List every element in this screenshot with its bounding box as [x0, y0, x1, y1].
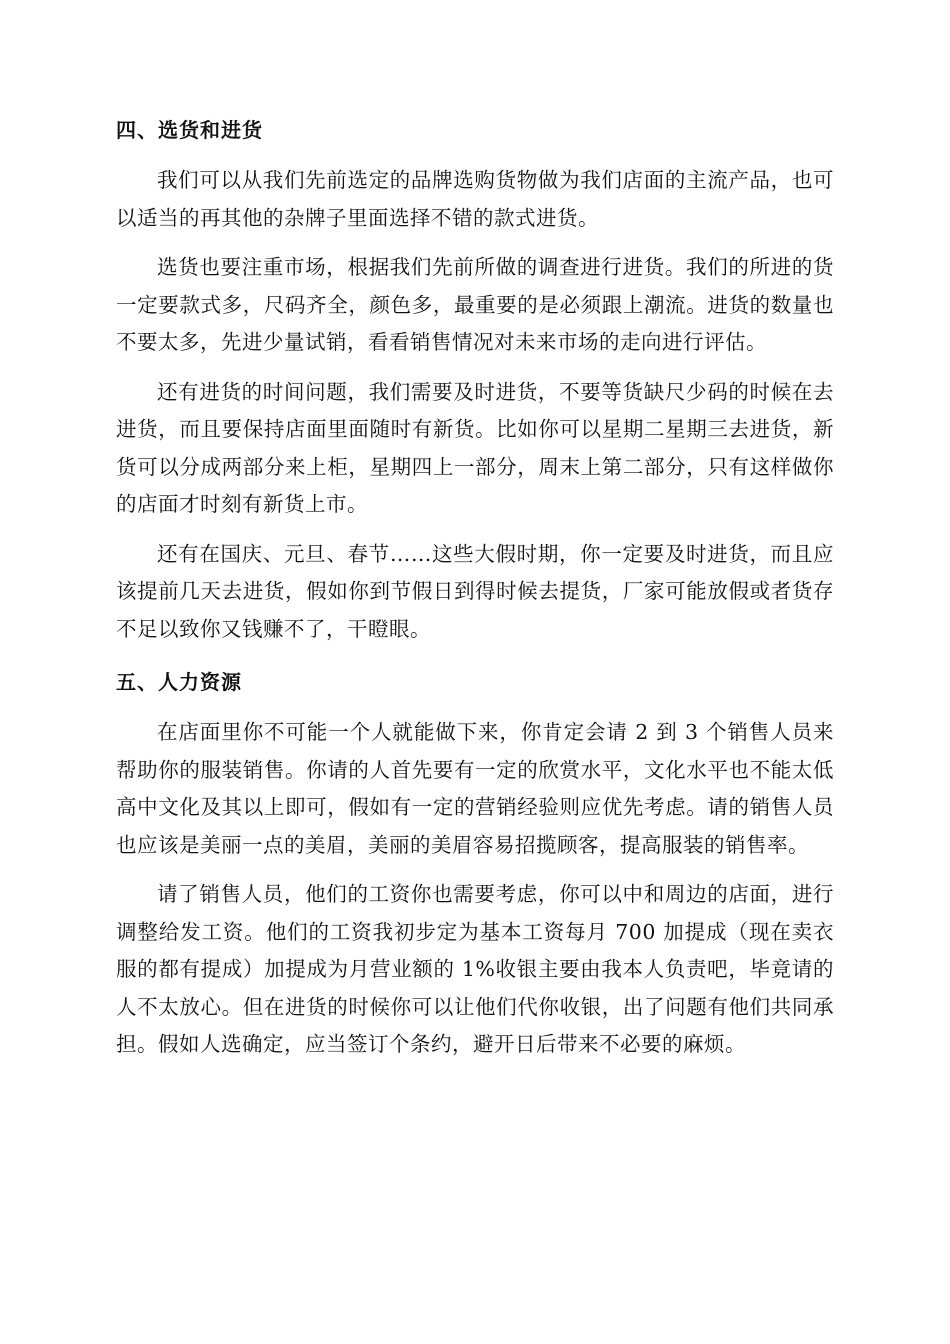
section-heading-stock-selection: 四、选货和进货	[116, 118, 263, 142]
paragraph: 还有进货的时间问题，我们需要及时进货，不要等货缺尺少码的时候在去进货，而且要保持店面里面随时有新货。比如你可以星期二星期三去进货，新货可以分成两部分来上柜，星期四上一部分，周末上第二部分，只有这样做你的店面才时刻有新货上市。	[116, 379, 834, 516]
paragraph: 选货也要注重市场，根据我们先前所做的调查进行进货。我们的所进的货一定要款式多，尺码齐全，颜色多，最重要的是必须跟上潮流。进货的数量也不要太多，先进少量试销，看看销售情况对未来市场的走向进行评估。	[116, 255, 834, 354]
paragraph: 在店面里你不可能一个人就能做下来，你肯定会请 2 到 3 个销售人员来帮助你的服装销售。你请的人首先要有一定的欣赏水平，文化水平也不能太低高中文化及其以上即可，假如有一定的营销经验则应优先考虑。请的销售人员也应该是美丽一点的美眉，美丽的美眉容易招揽顾客，提高服装的销售率。	[116, 720, 834, 857]
document-body	[116, 112, 834, 1076]
section-heading-human-resources: 五、人力资源	[116, 670, 242, 694]
paragraph: 还有在国庆、元旦、春节……这些大假时期，你一定要及时进货，而且应该提前几天去进货，假如你到节假日到得时候去提货，厂家可能放假或者货存不足以致你又钱赚不了，干瞪眼。	[116, 541, 834, 641]
paragraph: 我们可以从我们先前选定的品牌选购货物做为我们店面的主流产品，也可以适当的再其他的杂牌子里面选择不错的款式进货。	[116, 168, 834, 230]
paragraph: 请了销售人员，他们的工资你也需要考虑，你可以中和周边的店面，进行调整给发工资。他们的工资我初步定为基本工资每月 700 加提成（现在卖衣服的都有提成）加提成为月营业额的 1%收银主要由我本人负责吧，毕竟请的人不太放心。但在进货的时候你可以让他们代你收银，出了问题有他们共同承担。假如人选确定，应当签订个条约，避开日后带来不必要的麻烦。	[116, 882, 834, 1056]
